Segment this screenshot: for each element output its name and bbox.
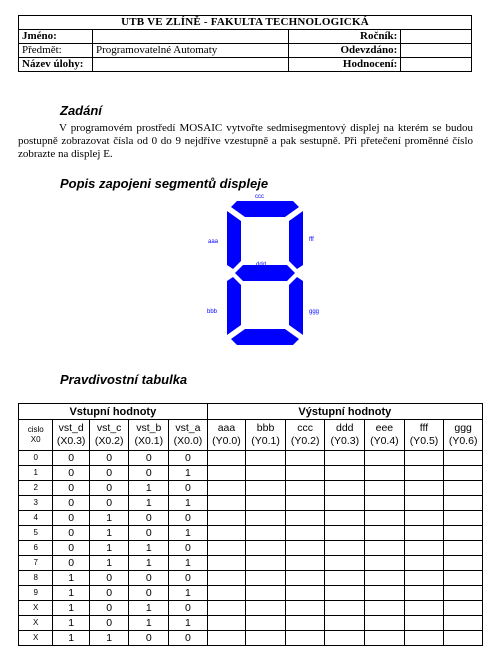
label-ccc: ccc: [255, 194, 264, 200]
input-cell: 0: [169, 541, 208, 556]
input-cell: 0: [129, 571, 169, 586]
input-cell: 1: [89, 511, 129, 526]
output-cell: [325, 616, 365, 631]
output-cell: [325, 586, 365, 601]
output-cell: [207, 451, 246, 466]
tabulka-heading: Pravdivostní tabulka: [60, 372, 188, 387]
output-cell: [285, 511, 325, 526]
column-header-ccc: ccc (Y0.2): [285, 420, 325, 451]
input-cell: X: [19, 616, 53, 631]
output-cell: [285, 616, 325, 631]
output-cell: [365, 556, 405, 571]
input-cell: 1: [169, 586, 208, 601]
output-cell: [444, 451, 483, 466]
segment-aaa: [227, 211, 241, 269]
output-cell: [404, 556, 444, 571]
input-cell: 0: [89, 481, 129, 496]
output-cell: [207, 496, 246, 511]
output-cell: [285, 451, 325, 466]
output-cell: [404, 541, 444, 556]
input-cell: 1: [169, 556, 208, 571]
odevzdano-label: Odevzdáno:: [288, 44, 401, 58]
output-cell: [325, 631, 365, 646]
output-cell: [246, 451, 286, 466]
input-cell: 0: [89, 616, 129, 631]
jmeno-value: [92, 30, 288, 44]
output-cell: [404, 511, 444, 526]
output-cell: [444, 556, 483, 571]
column-header-cislo: cislo X0: [19, 420, 53, 451]
output-cell: [207, 556, 246, 571]
output-cell: [246, 631, 286, 646]
input-cell: 1: [169, 616, 208, 631]
input-cell: 3: [19, 496, 53, 511]
input-cell: 5: [19, 526, 53, 541]
input-cell: 0: [129, 466, 169, 481]
output-cell: [404, 466, 444, 481]
output-cell: [365, 496, 405, 511]
output-cell: [325, 466, 365, 481]
label-aaa: aaa: [208, 239, 219, 245]
input-cell: 1: [129, 481, 169, 496]
output-cell: [207, 601, 246, 616]
output-cell: [365, 451, 405, 466]
input-cell: 0: [129, 526, 169, 541]
output-cell: [444, 571, 483, 586]
inputs-group-header: Vstupní hodnoty: [19, 404, 208, 420]
output-cell: [246, 586, 286, 601]
input-cell: 8: [19, 571, 53, 586]
rocnik-label: Ročník:: [288, 30, 401, 44]
output-cell: [207, 526, 246, 541]
hodnoceni-label: Hodnocení:: [288, 58, 401, 72]
input-cell: 0: [89, 466, 129, 481]
column-header-bbb: bbb (Y0.1): [246, 420, 286, 451]
output-cell: [325, 511, 365, 526]
input-cell: 2: [19, 481, 53, 496]
output-cell: [246, 556, 286, 571]
input-cell: 4: [19, 511, 53, 526]
column-header-aaa: aaa (Y0.0): [207, 420, 246, 451]
input-cell: 0: [89, 601, 129, 616]
output-cell: [246, 466, 286, 481]
table-row: [19, 586, 483, 601]
output-cell: [207, 511, 246, 526]
label-ddd: ddd: [256, 262, 267, 268]
output-cell: [246, 616, 286, 631]
input-cell: 0: [53, 481, 89, 496]
input-cell: 0: [129, 631, 169, 646]
input-cell: X: [19, 631, 53, 646]
input-cell: 1: [89, 526, 129, 541]
output-cell: [207, 481, 246, 496]
label-fff: fff: [309, 237, 314, 243]
table-row: [19, 616, 483, 631]
output-cell: [365, 586, 405, 601]
output-cell: [444, 466, 483, 481]
table-row: [19, 511, 483, 526]
input-cell: 0: [129, 586, 169, 601]
rocnik-value: [401, 30, 472, 44]
output-cell: [325, 571, 365, 586]
output-cell: [365, 601, 405, 616]
output-cell: [365, 526, 405, 541]
output-cell: [444, 481, 483, 496]
output-cell: [444, 586, 483, 601]
input-cell: 6: [19, 541, 53, 556]
input-cell: 0: [169, 571, 208, 586]
jmeno-label: Jméno:: [19, 30, 93, 44]
input-cell: 0: [89, 586, 129, 601]
output-cell: [207, 571, 246, 586]
output-cell: [207, 466, 246, 481]
input-cell: 1: [89, 631, 129, 646]
output-cell: [207, 616, 246, 631]
output-cell: [444, 511, 483, 526]
output-cell: [404, 496, 444, 511]
table-row: [19, 466, 483, 481]
output-cell: [444, 496, 483, 511]
input-cell: 0: [53, 556, 89, 571]
output-cell: [404, 481, 444, 496]
column-header-ddd: ddd (Y0.3): [325, 420, 365, 451]
output-cell: [404, 631, 444, 646]
output-cell: [246, 526, 286, 541]
output-cell: [404, 586, 444, 601]
table-row: [19, 481, 483, 496]
output-cell: [207, 631, 246, 646]
input-cell: X: [19, 601, 53, 616]
output-cell: [325, 481, 365, 496]
predmet-label: Předmět:: [19, 44, 93, 58]
input-cell: 0: [89, 571, 129, 586]
output-cell: [325, 556, 365, 571]
output-cell: [246, 481, 286, 496]
input-cell: 1: [129, 616, 169, 631]
output-cell: [404, 571, 444, 586]
odevzdano-value: [401, 44, 472, 58]
input-cell: 1: [129, 601, 169, 616]
input-cell: 0: [169, 481, 208, 496]
label-ggg: ggg: [309, 309, 320, 315]
input-cell: 1: [53, 601, 89, 616]
output-cell: [365, 571, 405, 586]
output-cell: [246, 571, 286, 586]
segment-fff: [289, 211, 303, 269]
input-cell: 1: [129, 541, 169, 556]
output-cell: [365, 616, 405, 631]
popis-heading: Popis zapojeni segmentů displeje: [60, 176, 269, 191]
output-cell: [365, 481, 405, 496]
input-cell: 0: [53, 496, 89, 511]
input-cell: 0: [129, 511, 169, 526]
output-cell: [285, 526, 325, 541]
truth-table: [18, 403, 483, 646]
table-row: [19, 451, 483, 466]
output-cell: [325, 451, 365, 466]
nazev-label: Název úlohy:: [19, 58, 93, 72]
input-cell: 1: [169, 466, 208, 481]
input-cell: 1: [53, 586, 89, 601]
label-bbb: bbb: [207, 309, 218, 315]
predmet-value: Programovatelné Automaty: [92, 44, 288, 58]
output-cell: [285, 496, 325, 511]
input-cell: 0: [169, 631, 208, 646]
input-cell: 1: [89, 541, 129, 556]
input-cell: 1: [169, 496, 208, 511]
outputs-group-header: Výstupní hodnoty: [207, 404, 482, 420]
input-cell: 0: [53, 511, 89, 526]
output-cell: [246, 541, 286, 556]
output-cell: [285, 601, 325, 616]
output-cell: [444, 541, 483, 556]
output-cell: [285, 556, 325, 571]
output-cell: [285, 541, 325, 556]
column-header-ggg: ggg (Y0.6): [444, 420, 483, 451]
input-cell: 0: [129, 451, 169, 466]
nazev-value: [92, 58, 288, 72]
output-cell: [207, 586, 246, 601]
seven-segment-display: [205, 193, 331, 355]
output-cell: [285, 466, 325, 481]
column-header-eee: eee (Y0.4): [365, 420, 405, 451]
document-title: UTB VE ZLÍNĚ - FAKULTA TECHNOLOGICKÁ: [19, 16, 472, 30]
output-cell: [404, 601, 444, 616]
output-cell: [365, 541, 405, 556]
input-cell: 0: [53, 466, 89, 481]
output-cell: [404, 616, 444, 631]
output-cell: [444, 631, 483, 646]
input-cell: 1: [53, 571, 89, 586]
output-cell: [404, 451, 444, 466]
input-cell: 0: [89, 496, 129, 511]
segment-ccc: [231, 201, 299, 217]
table-row: [19, 601, 483, 616]
output-cell: [325, 541, 365, 556]
output-cell: [285, 586, 325, 601]
input-cell: 0: [53, 541, 89, 556]
table-row: [19, 571, 483, 586]
output-cell: [246, 601, 286, 616]
output-cell: [404, 526, 444, 541]
output-cell: [444, 526, 483, 541]
output-cell: [365, 511, 405, 526]
output-cell: [325, 601, 365, 616]
output-cell: [285, 571, 325, 586]
input-cell: 1: [169, 526, 208, 541]
input-cell: 1: [53, 631, 89, 646]
column-header-vst-d: vst_d (X0.3): [53, 420, 89, 451]
output-cell: [207, 541, 246, 556]
output-cell: [365, 631, 405, 646]
input-cell: 1: [129, 556, 169, 571]
table-row: [19, 556, 483, 571]
output-cell: [285, 631, 325, 646]
output-cell: [285, 481, 325, 496]
output-cell: [365, 466, 405, 481]
output-cell: [246, 511, 286, 526]
input-cell: 0: [89, 451, 129, 466]
input-cell: 0: [53, 526, 89, 541]
table-row: [19, 631, 483, 646]
input-cell: 0: [53, 451, 89, 466]
column-header-vst-c: vst_c (X0.2): [89, 420, 129, 451]
segment-ggg: [289, 277, 303, 335]
zadani-text: V programovém prostředí MOSAIC vytvořte sedmisegmentový displej na kterém se budou postupně zobrazovat čísla od 0 do 9 nejdříve vzestupně a pak sestupně. Při přetečení proměnné číslo zobrazte na displej E.: [18, 122, 473, 160]
output-cell: [325, 526, 365, 541]
table-row: [19, 496, 483, 511]
hodnoceni-value: [401, 58, 472, 72]
input-cell: 0: [169, 601, 208, 616]
header-table: [18, 15, 472, 72]
input-cell: 0: [169, 511, 208, 526]
input-cell: 0: [19, 451, 53, 466]
input-cell: 7: [19, 556, 53, 571]
input-cell: 1: [89, 556, 129, 571]
output-cell: [444, 601, 483, 616]
output-cell: [444, 616, 483, 631]
label-eee: eee: [257, 331, 268, 337]
segment-bbb: [227, 277, 241, 335]
column-header-vst-b: vst_b (X0.1): [129, 420, 169, 451]
table-row: [19, 526, 483, 541]
output-cell: [325, 496, 365, 511]
input-cell: 1: [19, 466, 53, 481]
output-cell: [246, 496, 286, 511]
input-cell: 0: [169, 451, 208, 466]
seven-segment-svg: [205, 193, 331, 355]
column-header-fff: fff (Y0.5): [404, 420, 444, 451]
zadani-heading: Zadání: [60, 103, 102, 118]
input-cell: 9: [19, 586, 53, 601]
input-cell: 1: [129, 496, 169, 511]
column-header-vst-a: vst_a (X0.0): [169, 420, 208, 451]
table-row: [19, 541, 483, 556]
input-cell: 1: [53, 616, 89, 631]
